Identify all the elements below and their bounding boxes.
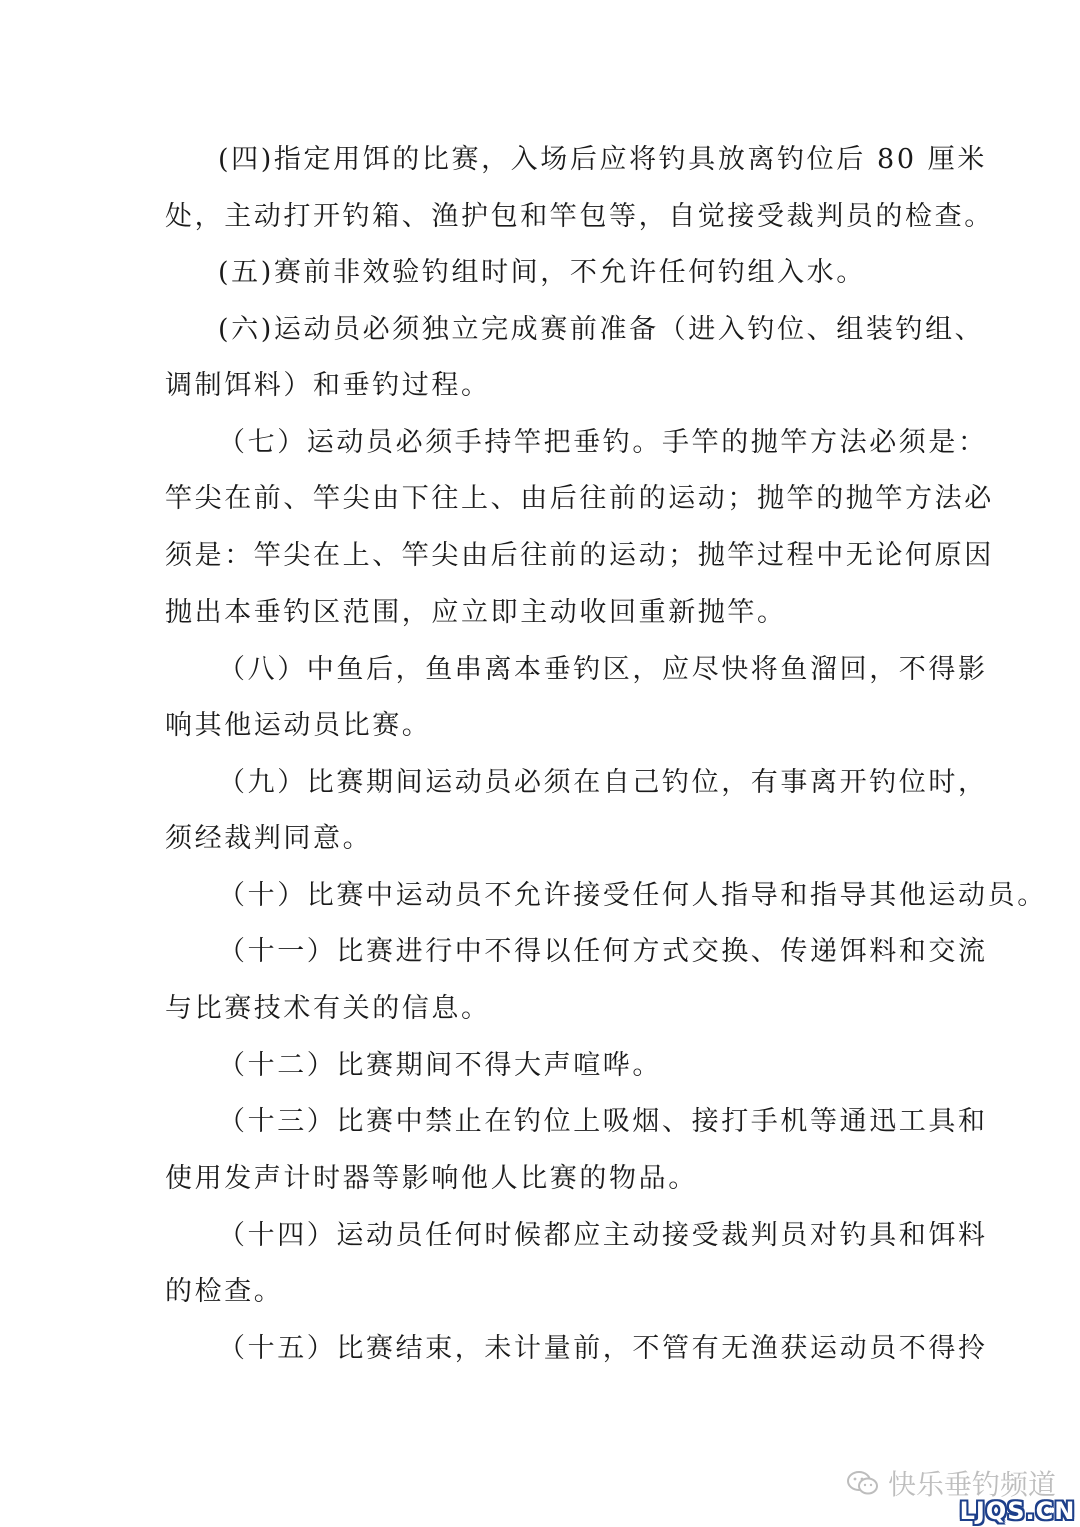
paragraph-line: (四)指定用饵的比赛，入场后应将钓具放离钓位后 80 厘米 bbox=[218, 144, 987, 175]
paragraph-line: 抛出本垂钓区范围，应立即主动收回重新抛竿。 bbox=[165, 597, 787, 628]
paragraph-line: 须经裁判同意。 bbox=[165, 823, 373, 854]
site-badge: LJQS.CN bbox=[959, 1496, 1076, 1525]
paragraph-line: (六)运动员必须独立完成赛前准备（进入钓位、组装钓组、 bbox=[218, 314, 985, 345]
paragraph-line: (五)赛前非效验钓组时间，不允许任何钓组入水。 bbox=[218, 257, 866, 288]
paragraph-line: 响其他运动员比赛。 bbox=[165, 710, 432, 741]
paragraph-line: 调制饵料）和垂钓过程。 bbox=[165, 370, 491, 401]
paragraph-line: （七）运动员必须手持竿把垂钓。手竿的抛竿方法必须是： bbox=[218, 427, 988, 458]
paragraph-line: 竿尖在前、竿尖由下往上、由后往前的运动；抛竿的抛竿方法必 bbox=[165, 483, 994, 514]
paragraph-line: 使用发声计时器等影响他人比赛的物品。 bbox=[165, 1163, 698, 1194]
paragraph-line: （十一）比赛进行中不得以任何方式交换、传递饵料和交流 bbox=[218, 936, 988, 967]
paragraph-line: 的检查。 bbox=[165, 1276, 284, 1307]
paragraph-line: （八）中鱼后，鱼串离本垂钓区，应尽快将鱼溜回，不得影 bbox=[218, 654, 988, 685]
paragraph-line: （十）比赛中运动员不允许接受任何人指导和指导其他运动员。 bbox=[218, 880, 1047, 911]
paragraph-line: （十四）运动员任何时候都应主动接受裁判员对钓具和饵料 bbox=[218, 1220, 988, 1251]
paragraph-line: （十三）比赛中禁止在钓位上吸烟、接打手机等通迅工具和 bbox=[218, 1106, 988, 1137]
paragraph-line: （十五）比赛结束，未计量前，不管有无渔获运动员不得拎 bbox=[218, 1333, 988, 1364]
paragraph-line: （十二）比赛期间不得大声喧哗。 bbox=[218, 1050, 662, 1081]
wechat-icon bbox=[846, 1470, 880, 1496]
paragraph-line: 与比赛技术有关的信息。 bbox=[165, 993, 491, 1024]
paragraph-line: （九）比赛期间运动员必须在自己钓位，有事离开钓位时， bbox=[218, 767, 988, 798]
watermark-text: 快乐垂钓频道 bbox=[888, 1468, 1057, 1501]
paragraph-line: 处，主动打开钓箱、渔护包和竿包等，自觉接受裁判员的检查。 bbox=[165, 201, 994, 232]
paragraph-line: 须是：竿尖在上、竿尖由后往前的运动；抛竿过程中无论何原因 bbox=[165, 540, 994, 571]
